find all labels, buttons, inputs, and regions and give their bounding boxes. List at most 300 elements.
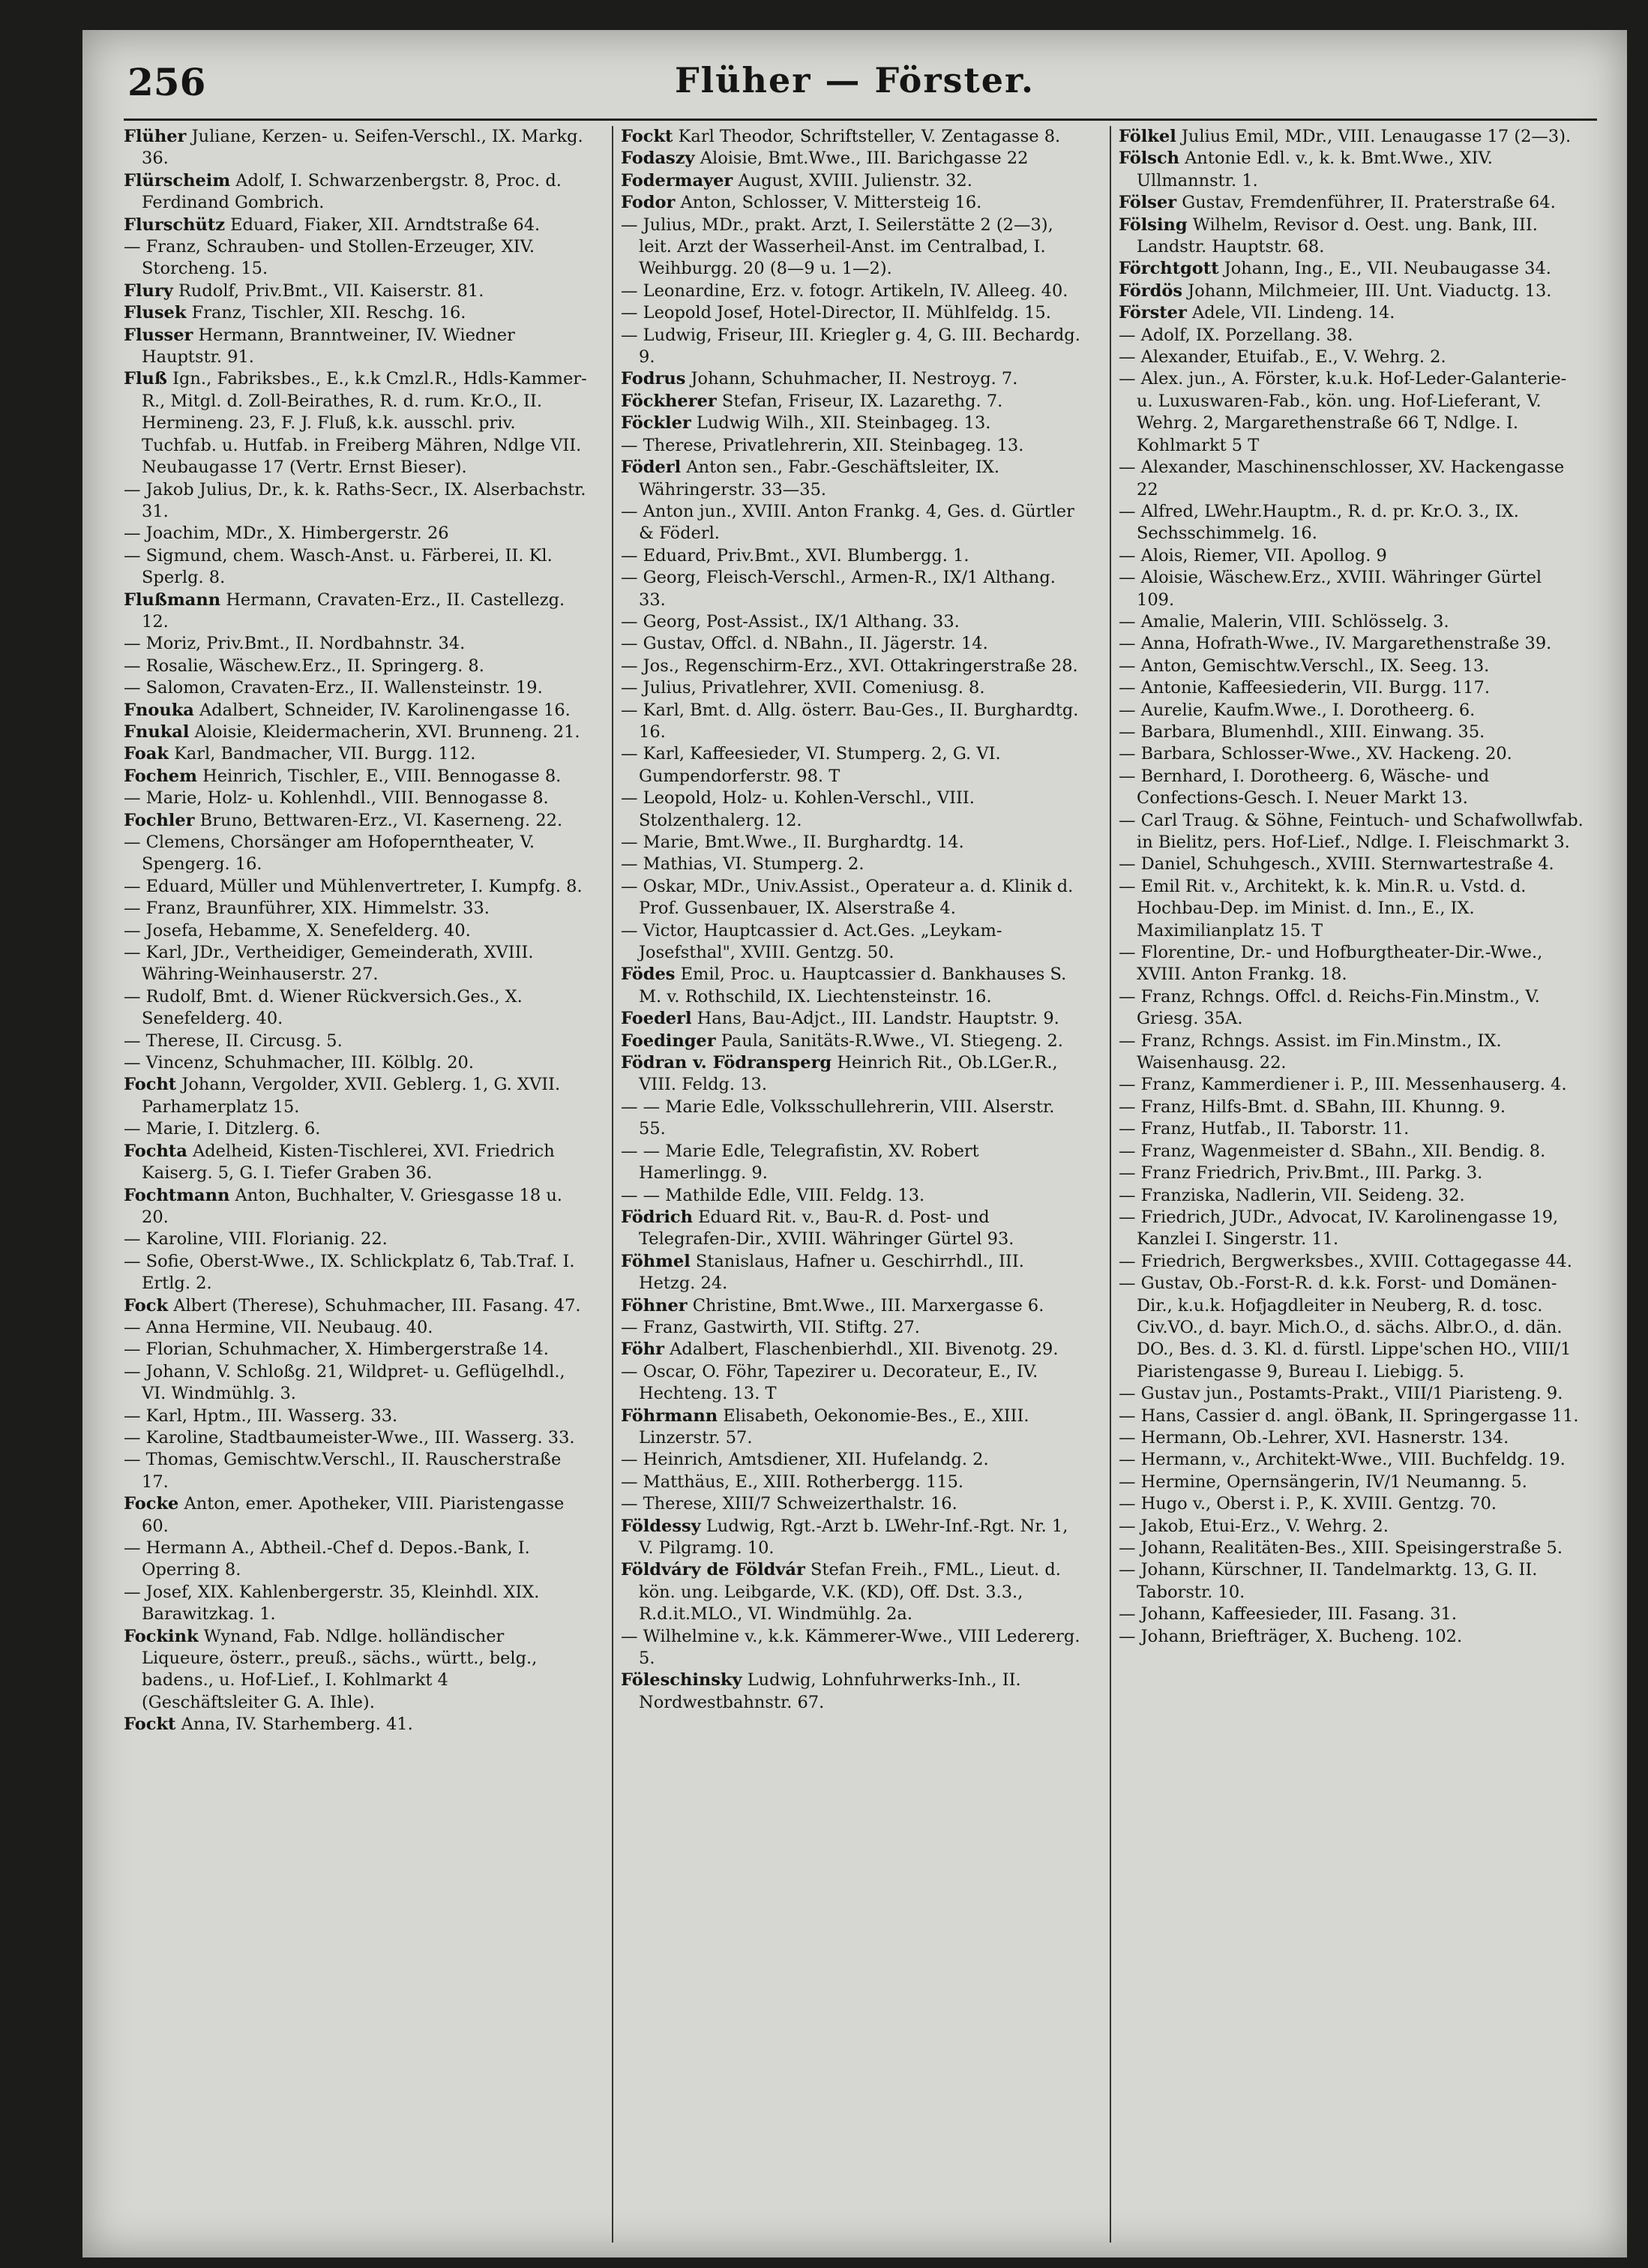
directory-entry: [621, 1251, 1086, 1295]
entry-details: — Johann, Kaffeesieder, III. Fasang. 31.: [1119, 1604, 1458, 1624]
entry-details: Adolf, I. Schwarzenbergstr. 8, Proc. d. Ferdinand Gombrich.: [142, 170, 562, 213]
entry-details: — Jakob, Etui-Erz., V. Wehrg. 2.: [1119, 1516, 1389, 1536]
entry-details: — Franz, Hutfab., II. Taborstr. 11.: [1119, 1119, 1410, 1139]
entry-surname: Födes: [621, 964, 676, 985]
entry-details: Antonie Edl. v., k. k. Bmt.Wwe., XIV. Ullmannstr. 1.: [1137, 148, 1493, 190]
entry-details: — Friedrich, JUDr., Advocat, IV. Karolinengasse 19, Kanzlei I. Singerstr. 11.: [1119, 1207, 1559, 1250]
directory-entry: [1119, 656, 1584, 677]
entry-details: — Franziska, Nadlerin, VII. Seideng. 32.: [1119, 1185, 1465, 1205]
directory-entry: [621, 656, 1086, 677]
entry-details: Karl, Bandmacher, VII. Burgg. 112.: [168, 744, 476, 764]
entry-details: Ludwig, Lohnfuhrwerks-Inh., II. Nordwestbahnstr. 67.: [639, 1670, 1021, 1712]
entry-details: Adelheid, Kisten-Tischlerei, XVI. Friedrich Kaiserg. 5, G. I. Tiefer Graben 36.: [142, 1141, 555, 1184]
entry-surname: Fnouka: [124, 700, 194, 720]
directory-entry: [621, 1493, 1086, 1515]
directory-entry: [124, 1317, 589, 1339]
entry-details: Paula, Sanitäts-R.Wwe., VI. Stiegeng. 2.: [715, 1030, 1063, 1051]
directory-entry: [621, 1406, 1086, 1450]
entry-surname: Föckler: [621, 413, 691, 434]
entry-details: Elisabeth, Oekonomie-Bes., E., XIII. Linzerstr. 57.: [639, 1406, 1029, 1448]
directory-entry: [124, 523, 589, 544]
entry-details: — Gustav jun., Postamts-Prakt., VIII/1 Piaristeng. 9.: [1119, 1384, 1563, 1404]
directory-entry: [124, 1339, 589, 1360]
entry-details: — Alois, Riemer, VII. Apollog. 9: [1119, 545, 1387, 566]
directory-entry: [1119, 1472, 1584, 1493]
entry-details: — Joachim, MDr., X. Himbergerstr. 26: [124, 524, 449, 544]
entry-details: — Johann, Realitäten-Bes., XIII. Speisingerstraße 5.: [1119, 1538, 1563, 1558]
entry-details: August, XVIII. Julienstr. 32.: [733, 170, 972, 190]
directory-entry: [621, 1449, 1086, 1471]
column-3: [1119, 126, 1584, 1648]
entry-surname: Föhmel: [621, 1251, 691, 1271]
directory-entry: [1119, 1141, 1584, 1162]
directory-entry: [124, 1030, 589, 1052]
directory-entry: [621, 545, 1086, 567]
entry-details: — Franz Friedrich, Priv.Bmt., III. Parkg. 3.: [1119, 1163, 1483, 1184]
entry-details: — Leopold, Holz- u. Kohlen-Verschl., VIII. Stolzenthalerg. 12.: [621, 788, 975, 830]
directory-entry: [621, 1516, 1086, 1560]
directory-entry: [621, 214, 1086, 280]
directory-entry: [124, 1228, 589, 1250]
directory-entry: [1119, 280, 1584, 302]
directory-entry: [621, 964, 1086, 1008]
directory-entry: [621, 325, 1086, 369]
entry-details: Adalbert, Schneider, IV. Karolinengasse 16.: [193, 700, 571, 720]
column-1: [124, 126, 589, 1736]
directory-entry: [621, 1185, 1086, 1207]
entry-surname: Foedinger: [621, 1030, 716, 1051]
entry-surname: Flury: [124, 280, 173, 301]
directory-entry: [1119, 1559, 1584, 1604]
entry-surname: Flußmann: [124, 590, 221, 610]
directory-entry: [621, 1030, 1086, 1052]
entry-surname: Fodor: [621, 193, 676, 213]
entry-surname: Flusek: [124, 303, 187, 323]
directory-entry: [621, 148, 1086, 170]
directory-entry: [1119, 1118, 1584, 1140]
entry-surname: Fockink: [124, 1626, 199, 1646]
entry-details: — Franz, Rchngs. Offcl. d. Reichs-Fin.Minstm., V. Griesg. 35A.: [1119, 986, 1540, 1029]
directory-entry: [621, 788, 1086, 832]
directory-entry: [621, 832, 1086, 854]
directory-entry: [124, 1118, 589, 1140]
entry-details: — Julius, Privatlehrer, XVII. Comeniusg. 8.: [621, 678, 985, 698]
directory-entry: [621, 1096, 1086, 1141]
entry-details: Hermann, Cravaten-Erz., II. Castellezg. 12.: [142, 590, 565, 632]
entry-details: Franz, Tischler, XII. Reschg. 16.: [186, 303, 466, 323]
directory-entry: [1119, 743, 1584, 765]
entry-details: — Alexander, Etuifab., E., V. Wehrg. 2.: [1119, 347, 1446, 368]
directory-entry: [621, 126, 1086, 148]
entry-details: — Marie, Holz- u. Kohlenhdl., VIII. Bennogasse 8.: [124, 788, 549, 808]
entry-details: — Heinrich, Amtsdiener, XII. Hufelandg. 2.: [621, 1450, 989, 1470]
directory-entry: [124, 214, 589, 236]
directory-entry: [621, 391, 1086, 412]
entry-details: Rudolf, Priv.Bmt., VII. Kaiserstr. 81.: [172, 280, 484, 301]
directory-entry: [124, 700, 589, 722]
directory-entry: [621, 1670, 1086, 1714]
directory-entry: [124, 1141, 589, 1185]
entry-details: — Antonie, Kaffeesiederin, VII. Burgg. 117.: [1119, 678, 1490, 698]
directory-entry: [1119, 214, 1584, 259]
entry-surname: Fnukal: [124, 722, 190, 742]
entry-surname: Fockt: [124, 1714, 176, 1735]
entry-details: — Franz, Rchngs. Assist. im Fin.Minstm., IX. Waisenhausg. 22.: [1119, 1030, 1502, 1073]
entry-details: — Hermine, Opernsängerin, IV/1 Neumanng. 5.: [1119, 1472, 1527, 1492]
entry-details: — Vincenz, Schuhmacher, III. Kölblg. 20.: [124, 1053, 474, 1073]
directory-entry: [124, 590, 589, 634]
directory-entry: [124, 1361, 589, 1406]
entry-surname: Fodaszy: [621, 148, 695, 169]
entry-details: — Karl, JDr., Vertheidiger, Gemeinderath, XVIII. Währing-Weinhauserstr. 27.: [124, 943, 534, 985]
directory-entry: [621, 170, 1086, 192]
directory-entry: [621, 435, 1086, 457]
directory-entry: [124, 743, 589, 765]
directory-entry: [1119, 700, 1584, 722]
directory-entry: [1119, 986, 1584, 1030]
directory-entry: [1119, 1273, 1584, 1383]
entry-details: — Aurelie, Kaufm.Wwe., I. Dorotheerg. 6.: [1119, 700, 1476, 720]
entry-surname: Fluß: [124, 369, 167, 389]
entry-details: — Barbara, Schlosser-Wwe., XV. Hackeng. 20.: [1119, 744, 1512, 764]
entry-surname: Föderl: [621, 458, 682, 478]
entry-surname: Föhr: [621, 1340, 664, 1360]
directory-entry: [1119, 325, 1584, 346]
directory-entry: [621, 876, 1086, 920]
entry-details: Christine, Bmt.Wwe., III. Marxergasse 6.: [687, 1295, 1044, 1316]
directory-entry: [621, 920, 1086, 964]
directory-entry: [621, 1339, 1086, 1360]
directory-entry: [621, 1207, 1086, 1251]
directory-entry: [621, 368, 1086, 390]
directory-entry: [124, 1052, 589, 1074]
entry-details: — Therese, XIII/7 Schweizerthalstr. 16.: [621, 1494, 957, 1514]
directory-entry: [1119, 1604, 1584, 1625]
directory-entry: [621, 1361, 1086, 1406]
entry-details: Julius Emil, MDr., VIII. Lenaugasse 17 (2—3).: [1176, 127, 1572, 146]
header-rule: [124, 118, 1597, 121]
entry-details: Gustav, Fremdenführer, II. Praterstraße 64.: [1176, 193, 1556, 213]
directory-entry: [621, 1008, 1086, 1030]
directory-entry: [124, 1295, 589, 1317]
entry-details: — Florentine, Dr.- und Hofburgtheater-Dir.-Wwe., XVIII. Anton Frankg. 18.: [1119, 943, 1543, 985]
entry-details: — Salomon, Cravaten-Erz., II. Wallensteinstr. 19.: [124, 678, 543, 698]
entry-details: — Hermann, Ob.-Lehrer, XVI. Hasnerstr. 134.: [1119, 1427, 1509, 1448]
entry-details: Karl Theodor, Schriftsteller, V. Zentagasse 8.: [673, 127, 1061, 146]
entry-details: Stefan Freih., FML., Lieut. d. kön. ung. Leibgarde, V.K. (KD), Off. Dst. 3.3., R.d.it.MLO., VI. Windmühlg. 2a.: [639, 1560, 1061, 1624]
directory-entry: [124, 1714, 589, 1736]
directory-entry: [621, 457, 1086, 501]
directory-entry: [1119, 501, 1584, 545]
running-header: Flüher — Förster.: [674, 60, 1035, 100]
entry-details: — Clemens, Chorsänger am Hofoperntheater, V. Spengerg. 16.: [124, 832, 535, 874]
entry-details: — Leonardine, Erz. v. fotogr. Artikeln, IV. Alleeg. 40.: [621, 280, 1068, 301]
directory-entry: [124, 1582, 589, 1626]
entry-surname: Fock: [124, 1295, 169, 1316]
directory-entry: [1119, 302, 1584, 324]
entry-surname: Födran v. Födransperg: [621, 1053, 832, 1073]
entry-surname: Fodrus: [621, 369, 686, 389]
directory-entry: [621, 611, 1086, 633]
entry-details: Ludwig, Rgt.-Arzt b. LWehr-Inf.-Rgt. Nr. 1, V. Pilgramg. 10.: [639, 1516, 1068, 1558]
entry-surname: Foak: [124, 744, 169, 764]
directory-entry: [124, 1074, 589, 1118]
entry-surname: Flüher: [124, 127, 187, 146]
entry-details: Juliane, Kerzen- u. Seifen-Verschl., IX. Markg. 36.: [142, 127, 583, 169]
entry-surname: Förchtgott: [1119, 259, 1219, 279]
entry-details: — Friedrich, Bergwerksbes., XVIII. Cottagegasse 44.: [1119, 1251, 1572, 1271]
entry-surname: Földessy: [621, 1516, 701, 1536]
directory-entry: [1119, 1207, 1584, 1251]
entry-details: — Gustav, Offcl. d. NBahn., II. Jägerstr. 14.: [621, 634, 988, 654]
directory-entry: [1119, 1030, 1584, 1075]
directory-entry: [1119, 1427, 1584, 1449]
directory-entry: [621, 854, 1086, 875]
directory-entry: [124, 302, 589, 324]
entry-details: Eduard, Fiaker, XII. Arndtstraße 64.: [225, 214, 541, 235]
entry-details: — — Mathilde Edle, VIII. Feldg. 13.: [621, 1185, 925, 1205]
entry-details: Anton, Schlosser, V. Mittersteig 16.: [675, 193, 982, 213]
entry-surname: Föckherer: [621, 391, 717, 411]
entry-details: — Karoline, VIII. Florianig. 22.: [124, 1229, 388, 1250]
entry-details: Ign., Fabriksbes., E., k.k Cmzl.R., Hdls-Kammer-R., Mitgl. d. Zoll-Beirathes, R. d. rum. Kr.O., II. Hermineng. 23, F. J. Fluß, k.k. ausschl. priv. Tuchfab. u. Hutfab. in Freiberg Mähren, Ndlge VII. Neubaugasse 17 (Vertr. Ernst Bieser).: [142, 369, 587, 478]
directory-entry: [1119, 1096, 1584, 1118]
entry-details: — — Marie Edle, Telegrafistin, XV. Robert Hamerlingg. 9.: [621, 1141, 979, 1184]
entry-surname: Förster: [1119, 303, 1187, 323]
directory-entry: [621, 1317, 1086, 1339]
directory-entry: [1119, 1383, 1584, 1405]
entry-details: — Eduard, Müller und Mühlenvertreter, I. Kumpfg. 8.: [124, 876, 583, 896]
directory-entry: [124, 677, 589, 699]
directory-entry: [621, 567, 1086, 611]
directory-entry: [1119, 258, 1584, 280]
entry-details: — Jakob Julius, Dr., k. k. Raths-Secr., IX. Alserbachstr. 31.: [124, 479, 586, 521]
directory-entry: [1119, 567, 1584, 611]
directory-entry: [124, 832, 589, 876]
entry-details: — Franz, Kammerdiener i. P., III. Messenhauserg. 4.: [1119, 1075, 1567, 1095]
directory-entry: [1119, 1162, 1584, 1184]
entry-details: — Carl Traug. & Söhne, Feintuch- und Schafwollwfab. in Bielitz, pers. Hof-Lief., Ndlge. I. Fleischmarkt 3.: [1119, 810, 1584, 852]
entry-details: — Hermann A., Abtheil.-Chef d. Depos.-Bank, I. Operring 8.: [124, 1538, 530, 1580]
directory-entry: [124, 788, 589, 809]
directory-entry: [124, 920, 589, 942]
entry-details: — Gustav, Ob.-Forst-R. d. k.k. Forst- und Domänen-Dir., k.u.k. Hofjagdleiter in Neuberg, R. d. tosc. Civ.VO., d. bayr. Mich.O., d. sächs. Albr.O., d. dän. DO., Bes. d. 3. Kl. d. fürstl. Lippe'schen HO., VIII/1 Piaristengasse 9, Bureau I. Liebigg. 5.: [1119, 1274, 1572, 1382]
entry-surname: Focke: [124, 1494, 179, 1514]
entry-surname: Föleschinsky: [621, 1670, 742, 1690]
entry-details: Bruno, Bettwaren-Erz., VI. Kaserneng. 22.: [194, 810, 563, 830]
directory-entry: [124, 479, 589, 524]
directory-entry: [621, 1052, 1086, 1096]
directory-entry: [124, 1406, 589, 1427]
directory-entry: [1119, 368, 1584, 457]
directory-entry: [1119, 722, 1584, 743]
entry-details: — Franz, Schrauben- und Stollen-Erzeuger, XIV. Storcheng. 15.: [124, 237, 535, 279]
directory-entry: [621, 280, 1086, 302]
entry-details: — Jos., Regenschirm-Erz., XVI. Ottakringerstraße 28.: [621, 656, 1078, 676]
directory-entry: [124, 325, 589, 369]
entry-surname: Fochem: [124, 766, 197, 786]
directory-entry: [1119, 1251, 1584, 1273]
entry-details: — Oskar, MDr., Univ.Assist., Operateur a. d. Klinik d. Prof. Gussenbauer, IX. Alserstraße 4.: [621, 876, 1074, 919]
entry-details: — Therese, II. Circusg. 5.: [124, 1030, 343, 1051]
entry-details: Heinrich, Tischler, E., VIII. Bennogasse 8.: [196, 766, 562, 786]
entry-details: — Johann, Kürschner, II. Tandelmarktg. 13, G. II. Taborstr. 10.: [1119, 1560, 1538, 1602]
entry-details: — Matthäus, E., XIII. Rotherbergg. 115.: [621, 1472, 964, 1492]
entry-details: — Anna Hermine, VII. Neubaug. 40.: [124, 1317, 433, 1337]
entry-details: — Karoline, Stadtbaumeister-Wwe., III. Wasserg. 33.: [124, 1427, 575, 1448]
directory-entry: [1119, 192, 1584, 214]
directory-entry: [1119, 633, 1584, 655]
directory-entry: [1119, 677, 1584, 699]
directory-entry: [124, 876, 589, 898]
entry-details: Adalbert, Flaschenbierhdl., XII. Bivenotg. 29.: [664, 1340, 1059, 1360]
entry-surname: Fölkel: [1119, 127, 1176, 146]
entry-details: — Hans, Cassier d. angl. öBank, II. Springergasse 11.: [1119, 1406, 1579, 1426]
directory-entry: [1119, 346, 1584, 368]
entry-details: — Anton, Gemischtw.Verschl., IX. Seeg. 13.: [1119, 656, 1490, 676]
entry-details: Johann, Milchmeier, III. Unt. Viaductg. 13.: [1182, 280, 1552, 301]
directory-entry: [1119, 942, 1584, 986]
directory-entry: [124, 722, 589, 743]
directory-entry: [124, 1493, 589, 1538]
directory-entry: [124, 236, 589, 280]
entry-surname: Flusser: [124, 325, 193, 345]
entry-details: — Hermann, v., Architekt-Wwe., VIII. Buchfeldg. 19.: [1119, 1450, 1566, 1470]
entry-details: — Amalie, Malerin, VIII. Schlösselg. 3.: [1119, 611, 1449, 632]
entry-details: Anton sen., Fabr.-Geschäftsleiter, IX. Währingerstr. 33—35.: [639, 458, 1000, 500]
directory-entry: [124, 368, 589, 478]
entry-details: — Franz, Gastwirth, VII. Stiftg. 27.: [621, 1317, 920, 1337]
directory-entry: [1119, 545, 1584, 567]
entry-surname: Fockt: [621, 127, 673, 146]
entry-surname: Focht: [124, 1075, 177, 1095]
entry-details: Eduard Rit. v., Bau-R. d. Post- und Telegrafen-Dir., XVIII. Währinger Gürtel 93.: [639, 1207, 1014, 1250]
entry-details: — Mathias, VI. Stumperg. 2.: [621, 854, 864, 874]
entry-details: — Barbara, Blumenhdl., XIII. Einwang. 35.: [1119, 722, 1485, 742]
directory-page: [82, 30, 1627, 2258]
directory-entry: [621, 192, 1086, 214]
directory-entry: [124, 810, 589, 832]
directory-entry: [124, 986, 589, 1030]
directory-entry: [1119, 1185, 1584, 1207]
directory-entry: [124, 1626, 589, 1714]
entry-details: — Ludwig, Friseur, III. Kriegler g. 4, G. III. Bechardg. 9.: [621, 325, 1080, 368]
directory-entry: [124, 1449, 589, 1493]
directory-entry: [1119, 1493, 1584, 1515]
entry-details: — Karl, Kaffeesieder, VI. Stumperg. 2, G. VI. Gumpendorferstr. 98. T: [621, 744, 1001, 786]
entry-details: — Alex. jun., A. Förster, k.u.k. Hof-Leder-Galanterie- u. Luxuswaren-Fab., kön. ung. Hof-Lieferant, V. Wehrg. 2, Margarethenstraße 66 T, Ndlge. I. Kohlmarkt 5 T: [1119, 369, 1567, 455]
entry-surname: Flürscheim: [124, 170, 231, 190]
entry-details: — — Marie Edle, Volksschullehrerin, VIII. Alserstr. 55.: [621, 1096, 1055, 1139]
entry-details: Hermann, Branntweiner, IV. Wiedner Hauptstr. 91.: [142, 325, 515, 368]
entry-details: Aloisie, Bmt.Wwe., III. Barichgasse 22: [694, 148, 1029, 169]
directory-entry: [1119, 457, 1584, 501]
entry-details: — Sigmund, chem. Wasch-Anst. u. Färberei, II. Kl. Sperlg. 8.: [124, 545, 553, 588]
entry-details: Adele, VII. Lindeng. 14.: [1186, 303, 1395, 323]
entry-details: — Alexander, Maschinenschlosser, XV. Hackengasse 22: [1119, 458, 1565, 500]
entry-details: — Daniel, Schuhgesch., XVIII. Sternwartestraße 4.: [1119, 854, 1554, 874]
entry-details: — Wilhelmine v., k.k. Kämmerer-Wwe., VIII Ledererg. 5.: [621, 1626, 1080, 1669]
entry-details: Ludwig Wilh., XII. Steinbageg. 13.: [691, 413, 991, 434]
entry-details: — Florian, Schuhmacher, X. Himbergerstraße 14.: [124, 1340, 549, 1360]
entry-details: — Julius, MDr., prakt. Arzt, I. Seilerstätte 2 (2—3), leit. Arzt der Wasserheil-Anst. im Centralbad, I. Weihburgg. 20 (8—9 u. 1—2).: [621, 214, 1053, 279]
column-divider: [612, 126, 613, 2242]
directory-entry: [1119, 876, 1584, 942]
directory-entry: [124, 1251, 589, 1295]
entry-details: — Georg, Fleisch-Verschl., Armen-R., IX/1 Althang. 33.: [621, 568, 1056, 610]
entry-surname: Föhrmann: [621, 1406, 718, 1426]
entry-details: Stefan, Friseur, IX. Lazarethg. 7.: [716, 391, 1003, 411]
directory-entry: [1119, 810, 1584, 854]
entry-details: Anton, emer. Apotheker, VIII. Piaristengasse 60.: [142, 1494, 565, 1536]
entry-surname: Födrich: [621, 1207, 693, 1227]
entry-surname: Fodermayer: [621, 170, 733, 190]
entry-details: Albert (Therese), Schuhmacher, III. Fasang. 47.: [168, 1295, 581, 1316]
directory-entry: [1119, 148, 1584, 192]
entry-details: — Josef, XIX. Kahlenbergerstr. 35, Kleinhdl. XIX. Barawitzkag. 1.: [124, 1582, 540, 1624]
entry-details: Hans, Bau-Adjct., III. Landstr. Hauptstr. 9.: [691, 1009, 1059, 1029]
entry-surname: Földváry de Földvár: [621, 1560, 805, 1580]
entry-details: Wynand, Fab. Ndlge. holländischer Liqueure, österr., preuß., sächs., württ., belg., badens., u. Hof-Lief., I. Kohlmarkt 4 (Geschäftsleiter G. A. Ihle).: [142, 1626, 538, 1712]
entry-details: Anna, IV. Starhemberg. 41.: [175, 1714, 413, 1735]
entry-details: Johann, Vergolder, XVII. Geblerg. 1, G. XVII. Parhamerplatz 15.: [142, 1075, 561, 1117]
entry-details: — Anton jun., XVIII. Anton Frankg. 4, Ges. d. Gürtler & Föderl.: [621, 501, 1074, 544]
entry-details: — Johann, Briefträger, X. Bucheng. 102.: [1119, 1626, 1463, 1646]
entry-details: — Oscar, O. Föhr, Tapezirer u. Decorateur, E., IV. Hechteng. 13. T: [621, 1361, 1038, 1404]
entry-details: — Franz, Wagenmeister d. SBahn., XII. Bendig. 8.: [1119, 1141, 1546, 1161]
directory-entry: [124, 1185, 589, 1229]
entry-details: — Moriz, Priv.Bmt., II. Nordbahnstr. 34.: [124, 634, 466, 654]
directory-entry: [124, 633, 589, 655]
directory-entry: [124, 1427, 589, 1449]
directory-entry: [621, 1559, 1086, 1625]
directory-entry: [621, 1472, 1086, 1493]
entry-details: Emil, Proc. u. Hauptcassier d. Bankhauses S. M. v. Rothschild, IX. Liechtensteinstr. 16.: [639, 964, 1067, 1006]
entry-details: — Adolf, IX. Porzellang. 38.: [1119, 325, 1353, 345]
page-number: 256: [127, 60, 206, 104]
directory-entry: [621, 633, 1086, 655]
directory-entry: [1119, 1406, 1584, 1427]
directory-entry: [124, 170, 589, 214]
entry-details: — Bernhard, I. Dorotheerg. 6, Wäsche- und Confections-Gesch. I. Neuer Markt 13.: [1119, 766, 1490, 808]
directory-entry: [1119, 1538, 1584, 1559]
entry-details: — Josefa, Hebamme, X. Senefelderg. 40.: [124, 920, 471, 940]
entry-details: — Karl, Hptm., III. Wasserg. 33.: [124, 1406, 398, 1426]
entry-details: — Eduard, Priv.Bmt., XVI. Blumbergg. 1.: [621, 545, 969, 566]
entry-details: Wilhelm, Revisor d. Oest. ung. Bank, III. Landstr. Hauptstr. 68.: [1137, 214, 1538, 257]
entry-details: — Rudolf, Bmt. d. Wiener Rückversich.Ges., X. Senefelderg. 40.: [124, 986, 523, 1029]
entry-surname: Fölsch: [1119, 148, 1180, 169]
entry-details: — Hugo v., Oberst i. P., K. XVIII. Gentzg. 70.: [1119, 1494, 1497, 1514]
directory-entry: [124, 1538, 589, 1582]
entry-details: Stanislaus, Hafner u. Geschirrhdl., III. Hetzg. 24.: [639, 1251, 1024, 1294]
entry-details: — Thomas, Gemischtw.Verschl., II. Rauscherstraße 17.: [124, 1450, 562, 1492]
entry-details: Heinrich Rit., Ob.LGer.R., VIII. Feldg. 13.: [639, 1053, 1058, 1095]
entry-details: — Johann, V. Schloßg. 21, Wildpret- u. Geflügelhdl., VI. Windmühlg. 3.: [124, 1361, 565, 1404]
directory-entry: [621, 677, 1086, 699]
directory-entry: [621, 743, 1086, 788]
entry-details: — Alfred, LWehr.Hauptm., R. d. pr. Kr.O. 3., IX. Sechsschimmelg. 16.: [1119, 501, 1519, 544]
directory-entry: [124, 898, 589, 920]
directory-entry: [124, 766, 589, 788]
directory-entry: [124, 656, 589, 677]
entry-details: Johann, Ing., E., VII. Neubaugasse 34.: [1218, 259, 1551, 279]
entry-details: — Leopold Josef, Hotel-Director, II. Mühlfeldg. 15.: [621, 303, 1051, 323]
entry-details: Anton, Buchhalter, V. Griesgasse 18 u. 20.: [142, 1185, 562, 1227]
directory-entry: [124, 545, 589, 590]
entry-surname: Foederl: [621, 1009, 692, 1029]
directory-entry: [621, 302, 1086, 324]
